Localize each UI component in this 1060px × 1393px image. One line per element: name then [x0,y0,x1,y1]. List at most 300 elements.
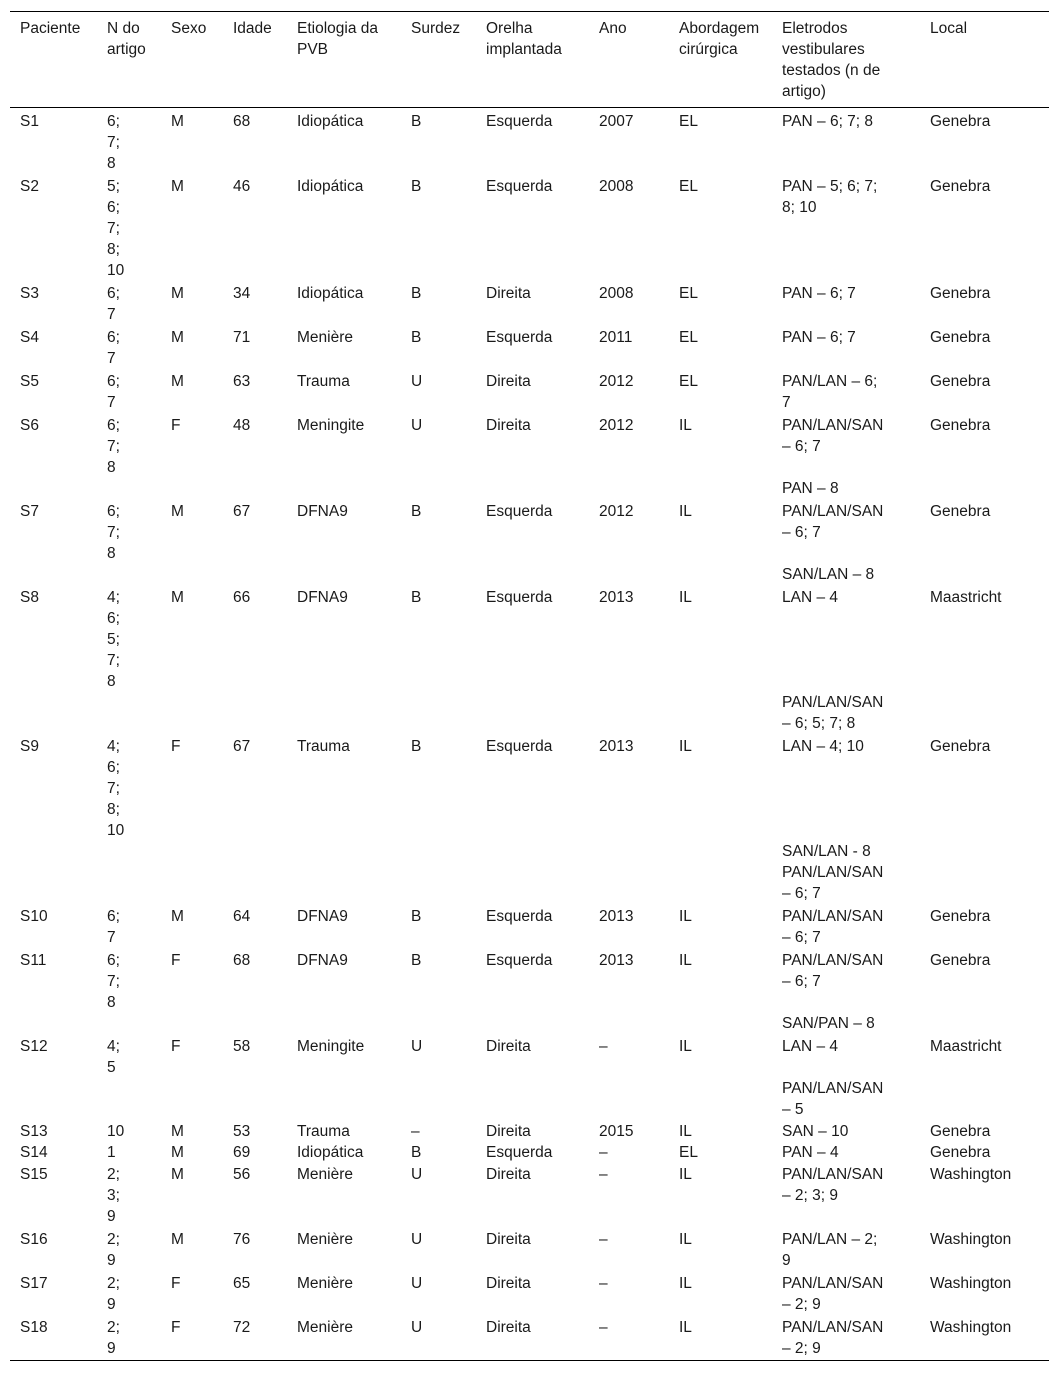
cell-text: B [411,329,422,346]
table-row [10,1316,1049,1361]
cell-text: S13 [20,1123,48,1140]
cell-etiology [287,735,401,905]
cell-patient [10,326,97,370]
cell-etiology [287,949,401,1035]
cell-etiology [287,1272,401,1316]
cell-vestibular-electrodes [772,905,920,949]
cell-text: 3; [107,1187,120,1204]
header-text: Eletrodos [782,20,848,37]
cell-text: Menière [297,1231,353,1248]
cell-implanted-ear [476,1035,589,1121]
cell-age [223,108,287,176]
cell-etiology [287,1316,401,1361]
cell-year [589,949,669,1035]
cell-age [223,175,287,282]
cell-patient [10,370,97,414]
table-row [10,1121,1049,1142]
cell-year [589,370,669,414]
cell-article-number [97,949,161,1035]
table-row [10,1142,1049,1163]
table-header [10,12,1049,108]
cell-text: Direita [486,1038,531,1055]
cell-text: 7 [107,306,116,323]
cell-text: M [171,1123,184,1140]
header-text: Orelha [486,20,533,37]
cell-text: 7; [107,780,120,797]
cell-text: 6; [107,908,120,925]
cell-article-number [97,1228,161,1272]
header-text: Local [930,20,968,37]
cell-vestibular-electrodes [772,108,920,176]
cell-text: M [171,178,184,195]
cell-implanted-ear [476,326,589,370]
cell-article-number [97,175,161,282]
cell-text: EL [679,1144,698,1161]
cell-patient [10,282,97,326]
cell-vestibular-electrodes [772,735,920,905]
cell-year [589,500,669,586]
cell-text: 10 [107,822,125,839]
cell-age [223,1142,287,1163]
cell-text: 9 [107,1252,116,1269]
cell-text: 2; [107,1166,120,1183]
cell-text: PAN – 8 [782,480,839,497]
cell-surgical-approach [669,1163,772,1228]
cell-vestibular-electrodes [772,414,920,500]
cell-implanted-ear [476,586,589,735]
header-etiology [287,12,401,108]
cell-year [589,905,669,949]
cell-text: SAN/PAN – 8 [782,1015,875,1032]
cell-text: U [411,373,423,390]
cell-sex [161,1163,223,1228]
cell-text: IL [679,738,692,755]
cell-text: – 2; 9 [782,1340,821,1357]
cell-text: Direita [486,1166,531,1183]
cell-text: Direita [486,285,531,302]
cell-deafness [401,108,476,176]
cell-text: – 2; 3; 9 [782,1187,839,1204]
cell-text: F [171,417,181,434]
cell-article-number [97,735,161,905]
cell-text: 5; [107,631,120,648]
cell-age [223,1121,287,1142]
cell-deafness [401,949,476,1035]
cell-text: Genebra [930,113,991,130]
cell-text: M [171,503,184,520]
cell-text: 2012 [599,373,634,390]
cell-text: B [411,178,422,195]
cell-text: Idiopática [297,178,364,195]
cell-age [223,1272,287,1316]
header-text: testados (n de [782,62,881,79]
cell-deafness [401,175,476,282]
cell-patient [10,1035,97,1121]
cell-text: M [171,908,184,925]
cell-text: S16 [20,1231,48,1248]
cell-surgical-approach [669,414,772,500]
cell-text: 8 [107,994,116,1011]
cell-age [223,326,287,370]
cell-sex [161,1142,223,1163]
cell-text: 6; [107,503,120,520]
cell-patient [10,735,97,905]
cell-article-number [97,326,161,370]
cell-site [920,949,1049,1035]
cell-text: 72 [233,1319,251,1336]
cell-deafness [401,1121,476,1142]
cell-patient [10,175,97,282]
cell-sex [161,414,223,500]
cell-article-number [97,586,161,735]
cell-text: Esquerda [486,908,553,925]
cell-text: 8; 10 [782,199,817,216]
cell-text: IL [679,589,692,606]
cell-text: – [599,1166,608,1183]
cell-text: U [411,1166,423,1183]
cell-text: 7; [107,438,120,455]
cell-text: 2013 [599,908,634,925]
cell-text: 2011 [599,329,633,346]
cell-sex [161,1272,223,1316]
cell-vestibular-electrodes [772,1142,920,1163]
cell-implanted-ear [476,1316,589,1361]
cell-text: Washington [930,1166,1012,1183]
cell-text: EL [679,373,698,390]
cell-text: Maastricht [930,1038,1002,1055]
cell-text: PAN – 6; 7; 8 [782,113,874,130]
cell-vestibular-electrodes [772,175,920,282]
cell-text: 8; [107,801,120,818]
cell-text: 66 [233,589,251,606]
cell-text: IL [679,503,692,520]
cell-year [589,414,669,500]
cell-text: PAN/LAN – 2; [782,1231,878,1248]
cell-text: 10 [107,1123,125,1140]
cell-text: EL [679,329,698,346]
cell-text: PAN/LAN/SAN [782,908,884,925]
cell-text: B [411,1144,422,1161]
cell-text: 4; [107,738,120,755]
cell-text: SAN/LAN - 8 [782,843,871,860]
cell-text: PAN/LAN/SAN [782,694,884,711]
cell-text: SAN/LAN – 8 [782,566,875,583]
cell-text: F [171,1319,181,1336]
cell-surgical-approach [669,949,772,1035]
cell-text: Esquerda [486,738,553,755]
cell-text: 48 [233,417,251,434]
cell-text: 5 [107,1059,116,1076]
cell-text: – [599,1319,608,1336]
cell-vestibular-electrodes [772,586,920,735]
cell-surgical-approach [669,905,772,949]
cell-site [920,282,1049,326]
cell-text: 6; [107,759,120,776]
cell-patient [10,108,97,176]
cell-text: Esquerda [486,113,553,130]
header-year [589,12,669,108]
cell-text: M [171,329,184,346]
cell-implanted-ear [476,414,589,500]
cell-patient [10,500,97,586]
cell-text: 8 [107,459,116,476]
table-row [10,282,1049,326]
cell-patient [10,414,97,500]
cell-text: Genebra [930,373,991,390]
cell-text: 8 [107,673,116,690]
cell-text: – 6; 7 [782,438,821,455]
cell-text: 2012 [599,417,634,434]
cell-text: 67 [233,503,251,520]
cell-text: – [599,1038,608,1055]
cell-text: Meningite [297,1038,365,1055]
cell-text: Genebra [930,738,991,755]
cell-implanted-ear [476,905,589,949]
cell-article-number [97,1316,161,1361]
cell-text: B [411,738,422,755]
cell-sex [161,370,223,414]
cell-etiology [287,1163,401,1228]
cell-text: IL [679,1123,692,1140]
cell-text: PAN – 6; 7 [782,285,856,302]
cell-text: U [411,1231,423,1248]
cell-text: S17 [20,1275,48,1292]
cell-text: Direita [486,1275,531,1292]
cell-text: F [171,1275,181,1292]
cell-text: Washington [930,1319,1012,1336]
cell-article-number [97,1142,161,1163]
cell-age [223,949,287,1035]
cell-text: – 6; 7 [782,929,821,946]
cell-text: Genebra [930,1144,991,1161]
header-deafness [401,12,476,108]
table-row [10,414,1049,500]
cell-text: Esquerda [486,329,553,346]
cell-text: Direita [486,1123,531,1140]
cell-text: 2; [107,1231,120,1248]
cell-etiology [287,370,401,414]
cell-text: Idiopática [297,1144,364,1161]
table-row [10,500,1049,586]
cell-text: Direita [486,1319,531,1336]
cell-text: EL [679,285,698,302]
cell-text: DFNA9 [297,503,348,520]
cell-text: 6; [107,373,120,390]
cell-text: S9 [20,738,39,755]
cell-text: 2013 [599,952,634,969]
cell-implanted-ear [476,500,589,586]
cell-year [589,586,669,735]
cell-text: LAN – 4 [782,1038,839,1055]
cell-sex [161,735,223,905]
cell-implanted-ear [476,1272,589,1316]
cell-year [589,1163,669,1228]
cell-patient [10,1121,97,1142]
cell-deafness [401,1272,476,1316]
cell-text: 58 [233,1038,251,1055]
cell-text: 6; [107,199,120,216]
cell-article-number [97,370,161,414]
header-site [920,12,1049,108]
cell-text: 68 [233,113,251,130]
cell-text: 2013 [599,589,634,606]
cell-patient [10,1272,97,1316]
cell-age [223,1316,287,1361]
cell-text: 8 [107,155,116,172]
cell-surgical-approach [669,586,772,735]
cell-implanted-ear [476,1142,589,1163]
cell-text: S3 [20,285,39,302]
cell-text: IL [679,1319,692,1336]
cell-text: 7; [107,652,120,669]
cell-text: 4; [107,589,120,606]
cell-text: S2 [20,178,39,195]
cell-site [920,326,1049,370]
cell-year [589,282,669,326]
cell-age [223,370,287,414]
cell-text: 2007 [599,113,634,130]
cell-text: IL [679,952,692,969]
cell-patient [10,1142,97,1163]
cell-sex [161,1228,223,1272]
cell-text: M [171,113,184,130]
header-vestibular-electrodes [772,12,920,108]
cell-text: – 6; 7 [782,885,821,902]
cell-deafness [401,326,476,370]
cell-text: PAN – 6; 7 [782,329,856,346]
cell-article-number [97,905,161,949]
cell-text: Menière [297,1319,353,1336]
cell-text: B [411,285,422,302]
cell-text: 7; [107,220,120,237]
cell-deafness [401,1228,476,1272]
cell-text: – [411,1123,420,1140]
cell-vestibular-electrodes [772,1316,920,1361]
cell-vestibular-electrodes [772,1121,920,1142]
cell-text: B [411,503,422,520]
cell-surgical-approach [669,500,772,586]
cell-text: Trauma [297,373,350,390]
table-row [10,175,1049,282]
cell-site [920,1142,1049,1163]
cell-article-number [97,500,161,586]
header-text: artigo) [782,83,826,100]
cell-text: 1 [107,1144,116,1161]
cell-text: F [171,738,181,755]
cell-surgical-approach [669,108,772,176]
cell-text: PAN – 4 [782,1144,839,1161]
cell-text: 7 [107,929,116,946]
cell-text: 68 [233,952,251,969]
cell-text: PAN/LAN/SAN [782,1275,884,1292]
header-text: Paciente [20,20,81,37]
cell-text: – [599,1275,608,1292]
header-text: Surdez [411,20,461,37]
header-article-number [97,12,161,108]
cell-article-number [97,1272,161,1316]
cell-text: 9 [782,1252,791,1269]
cell-text: S14 [20,1144,48,1161]
cell-text: U [411,417,423,434]
header-text: Etiologia da [297,20,379,37]
cell-text: PAN/LAN/SAN [782,1080,884,1097]
cell-patient [10,1228,97,1272]
cell-age [223,735,287,905]
cell-text: 6; [107,417,120,434]
cell-text: M [171,1166,184,1183]
cell-sex [161,326,223,370]
cell-age [223,1163,287,1228]
cell-text: Menière [297,1275,353,1292]
cell-text: Direita [486,417,531,434]
header-text: Idade [233,20,272,37]
header-age [223,12,287,108]
cell-text: Esquerda [486,503,553,520]
cell-text: 4; [107,1038,120,1055]
cell-vestibular-electrodes [772,1272,920,1316]
cell-text: B [411,589,422,606]
cell-text: Genebra [930,178,991,195]
cell-text: Genebra [930,417,991,434]
cell-text: – [599,1231,608,1248]
cell-deafness [401,905,476,949]
cell-text: 6; [107,113,120,130]
cell-sex [161,905,223,949]
cell-year [589,1142,669,1163]
cell-etiology [287,586,401,735]
cell-site [920,735,1049,905]
cell-vestibular-electrodes [772,500,920,586]
cell-text: PAN/LAN – 6; [782,373,878,390]
cell-implanted-ear [476,108,589,176]
cell-text: U [411,1319,423,1336]
cell-text: Esquerda [486,178,553,195]
cell-text: 6; [107,285,120,302]
cell-vestibular-electrodes [772,326,920,370]
header-text: N do [107,20,140,37]
cell-text: Menière [297,329,353,346]
cell-text: B [411,113,422,130]
cell-text: 67 [233,738,251,755]
cell-text: S15 [20,1166,48,1183]
cell-text: 8 [107,545,116,562]
cell-text: DFNA9 [297,908,348,925]
cell-text: IL [679,417,692,434]
cell-text: S7 [20,503,39,520]
cell-implanted-ear [476,1121,589,1142]
table-row [10,1035,1049,1121]
cell-text: 9 [107,1296,116,1313]
cell-age [223,414,287,500]
cell-year [589,1272,669,1316]
cell-vestibular-electrodes [772,1163,920,1228]
cell-text: Genebra [930,329,991,346]
cell-sex [161,108,223,176]
cell-text: M [171,373,184,390]
cell-implanted-ear [476,1228,589,1272]
cell-text: Esquerda [486,1144,553,1161]
cell-deafness [401,500,476,586]
cell-implanted-ear [476,282,589,326]
cell-text: – 6; 7 [782,973,821,990]
cell-article-number [97,108,161,176]
cell-text: 10 [107,262,125,279]
cell-sex [161,282,223,326]
cell-text: Direita [486,373,531,390]
cell-text: S10 [20,908,48,925]
header-patient [10,12,97,108]
cell-text: – 6; 7 [782,524,821,541]
